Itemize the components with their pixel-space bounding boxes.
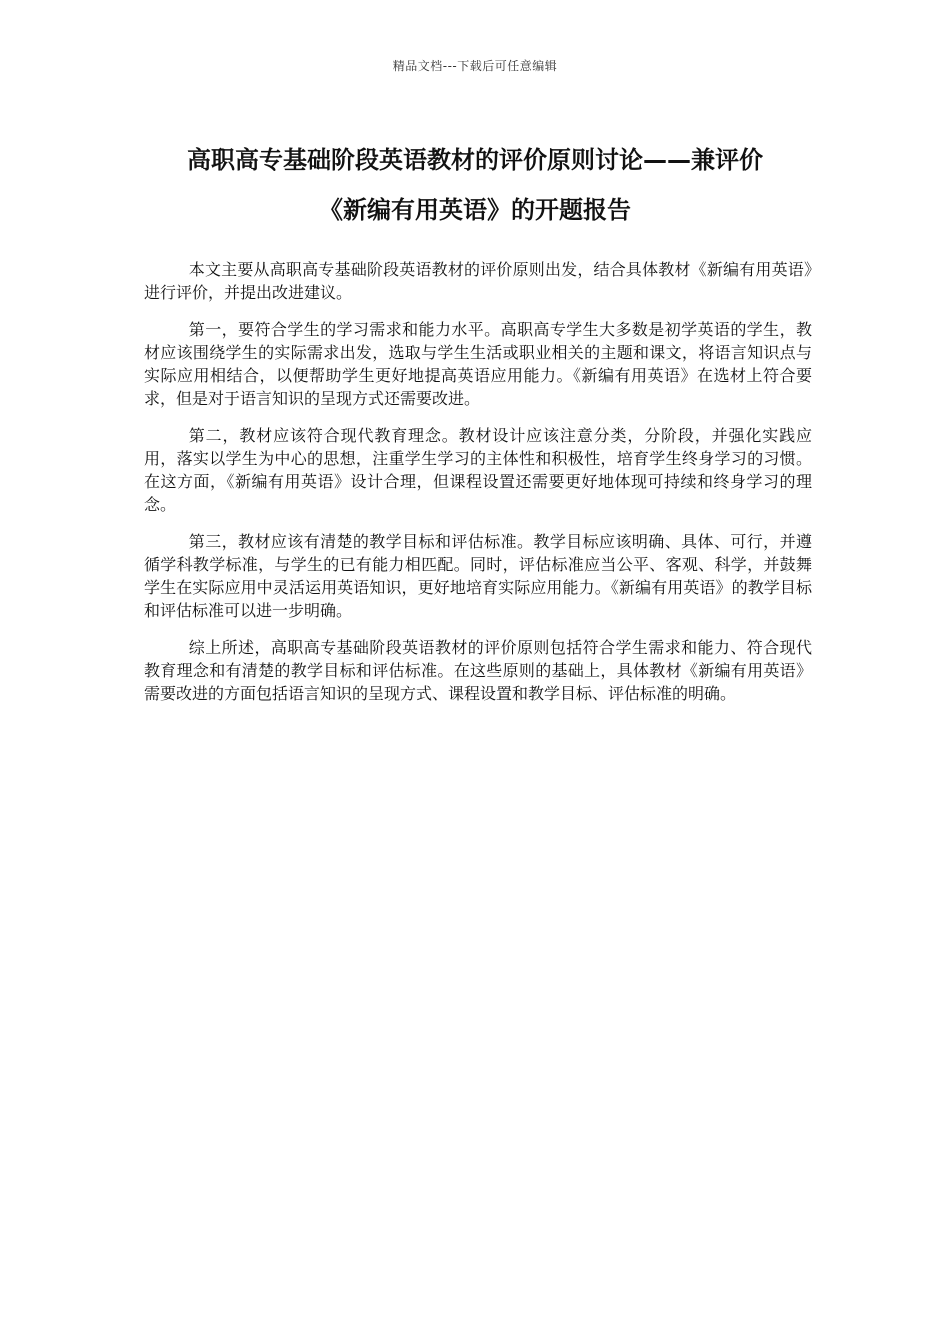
paragraph-intro: 本文主要从高职高专基础阶段英语教材的评价原则出发，结合具体教材《新编有用英语》进行评价，并提出改进建议。 (144, 260, 812, 302)
paragraph-third: 第三，教材应该有清楚的教学目标和评估标准。教学目标应该明确、具体、可行，并遵循学科教学标准，与学生的已有能力相匹配。同时，评估标准应当公平、客观、科学，并鼓舞学生在实际应用中灵活运用英语知识，更好地培育实际应用能力。《新编有用英语》的教学目标和评估标准可以进一步明确。 (144, 532, 812, 620)
document-title (120, 135, 830, 235)
paragraph-first: 第一，要符合学生的学习需求和能力水平。高职高专学生大多数是初学英语的学生，教材应该围绕学生的实际需求出发，选取与学生生活或职业相关的主题和课文，将语言知识点与实际应用相结合，以便帮助学生更好地提高英语应用能力。《新编有用英语》在选材上符合要求，但是对于语言知识的呈现方式还需要改进。 (144, 320, 812, 408)
paragraph-second: 第二，教材应该符合现代教育理念。教材设计应该注意分类，分阶段，并强化实践应用，落实以学生为中心的思想，注重学生学习的主体性和积极性，培育学生终身学习的习惯。在这方面，《新编有用英语》设计合理，但课程设置还需要更好地体现可持续和终身学习的理念。 (144, 426, 812, 514)
document-body (144, 258, 812, 719)
title-line-2: 《新编有用英语》的开题报告 (319, 196, 631, 224)
header-note: 精品文档---下载后可任意编辑 (392, 59, 558, 73)
title-line-1: 高职高专基础阶段英语教材的评价原则讨论——兼评价 (187, 146, 763, 174)
paragraph-summary: 综上所述，高职高专基础阶段英语教材的评价原则包括符合学生需求和能力、符合现代教育理念和有清楚的教学目标和评估标准。在这些原则的基础上，具体教材《新编有用英语》需要改进的方面包括语言知识的呈现方式、课程设置和教学目标、评估标准的明确。 (144, 638, 812, 703)
